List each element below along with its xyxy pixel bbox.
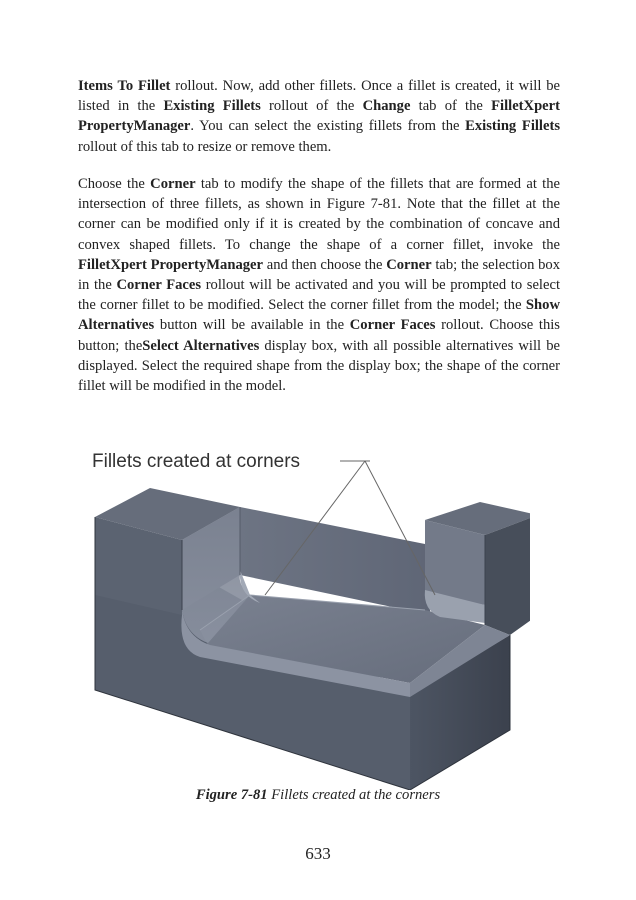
bold-term: Existing Fillets <box>163 98 261 115</box>
text-run: tab to modify the shape of the fillets that are formed at the intersection of three fillets, as shown in Figure 7-81. Note that the fillet at the corner can be modified only if it is created by the combination of concave and convex shaped fillets. To change the shape of a corner fillet, invoke the <box>78 176 560 253</box>
text-run: rollout of the <box>260 98 363 115</box>
bold-term: Items To Fillet <box>78 78 171 94</box>
bold-term: FilletXpert PropertyManager <box>78 98 560 135</box>
text-run: tab of the <box>410 98 492 115</box>
text-run: display box, with all possible alternatives will be displayed. Select the required shape from the display box; the shape of the corner fillet will be modified in the model. <box>78 337 560 395</box>
fillet-model-figure <box>90 445 530 790</box>
text-run: tab; the selection box in the <box>78 256 560 294</box>
bold-term: Select Alternatives <box>142 337 260 354</box>
text-run: rollout will be activated and you will be prompted to select the corner fillet to be modified. Select the corner fillet from the model; the <box>78 277 560 314</box>
text-run: rollout. Now, add other fillets. Once a fillet is created, it will be listed in the <box>78 78 560 115</box>
callout-label: Fillets created at corners <box>92 451 301 472</box>
bold-term: Change <box>362 98 411 115</box>
bold-term: Show Alternatives <box>78 297 560 334</box>
text-run: button will be available in the <box>154 317 350 334</box>
bold-term: Corner <box>386 256 432 273</box>
figure-caption-label: Figure 7-81 <box>195 787 268 803</box>
page-number: 633 <box>305 844 331 863</box>
bold-term: Corner Faces <box>349 317 436 334</box>
paragraph-corner-tab <box>78 174 560 396</box>
text-run: rollout. Choose this button; the <box>78 317 560 354</box>
text-run: rollout of this tab to resize or remove them. <box>78 138 332 155</box>
bold-term: FilletXpert PropertyManager <box>78 256 264 273</box>
text-run: . You can select the existing fillets from the <box>190 118 466 135</box>
paragraph-existing-fillets <box>78 76 560 157</box>
bold-term: Corner Faces <box>116 277 202 294</box>
bold-term: Corner <box>150 176 196 192</box>
right-block-front <box>485 515 530 635</box>
figure-caption-text: Fillets created at the corners <box>267 787 441 803</box>
bold-term: Existing Fillets <box>465 118 560 135</box>
text-run: Choose the <box>78 176 151 192</box>
text-run: and then choose the <box>263 256 387 273</box>
figure-caption <box>0 787 636 804</box>
